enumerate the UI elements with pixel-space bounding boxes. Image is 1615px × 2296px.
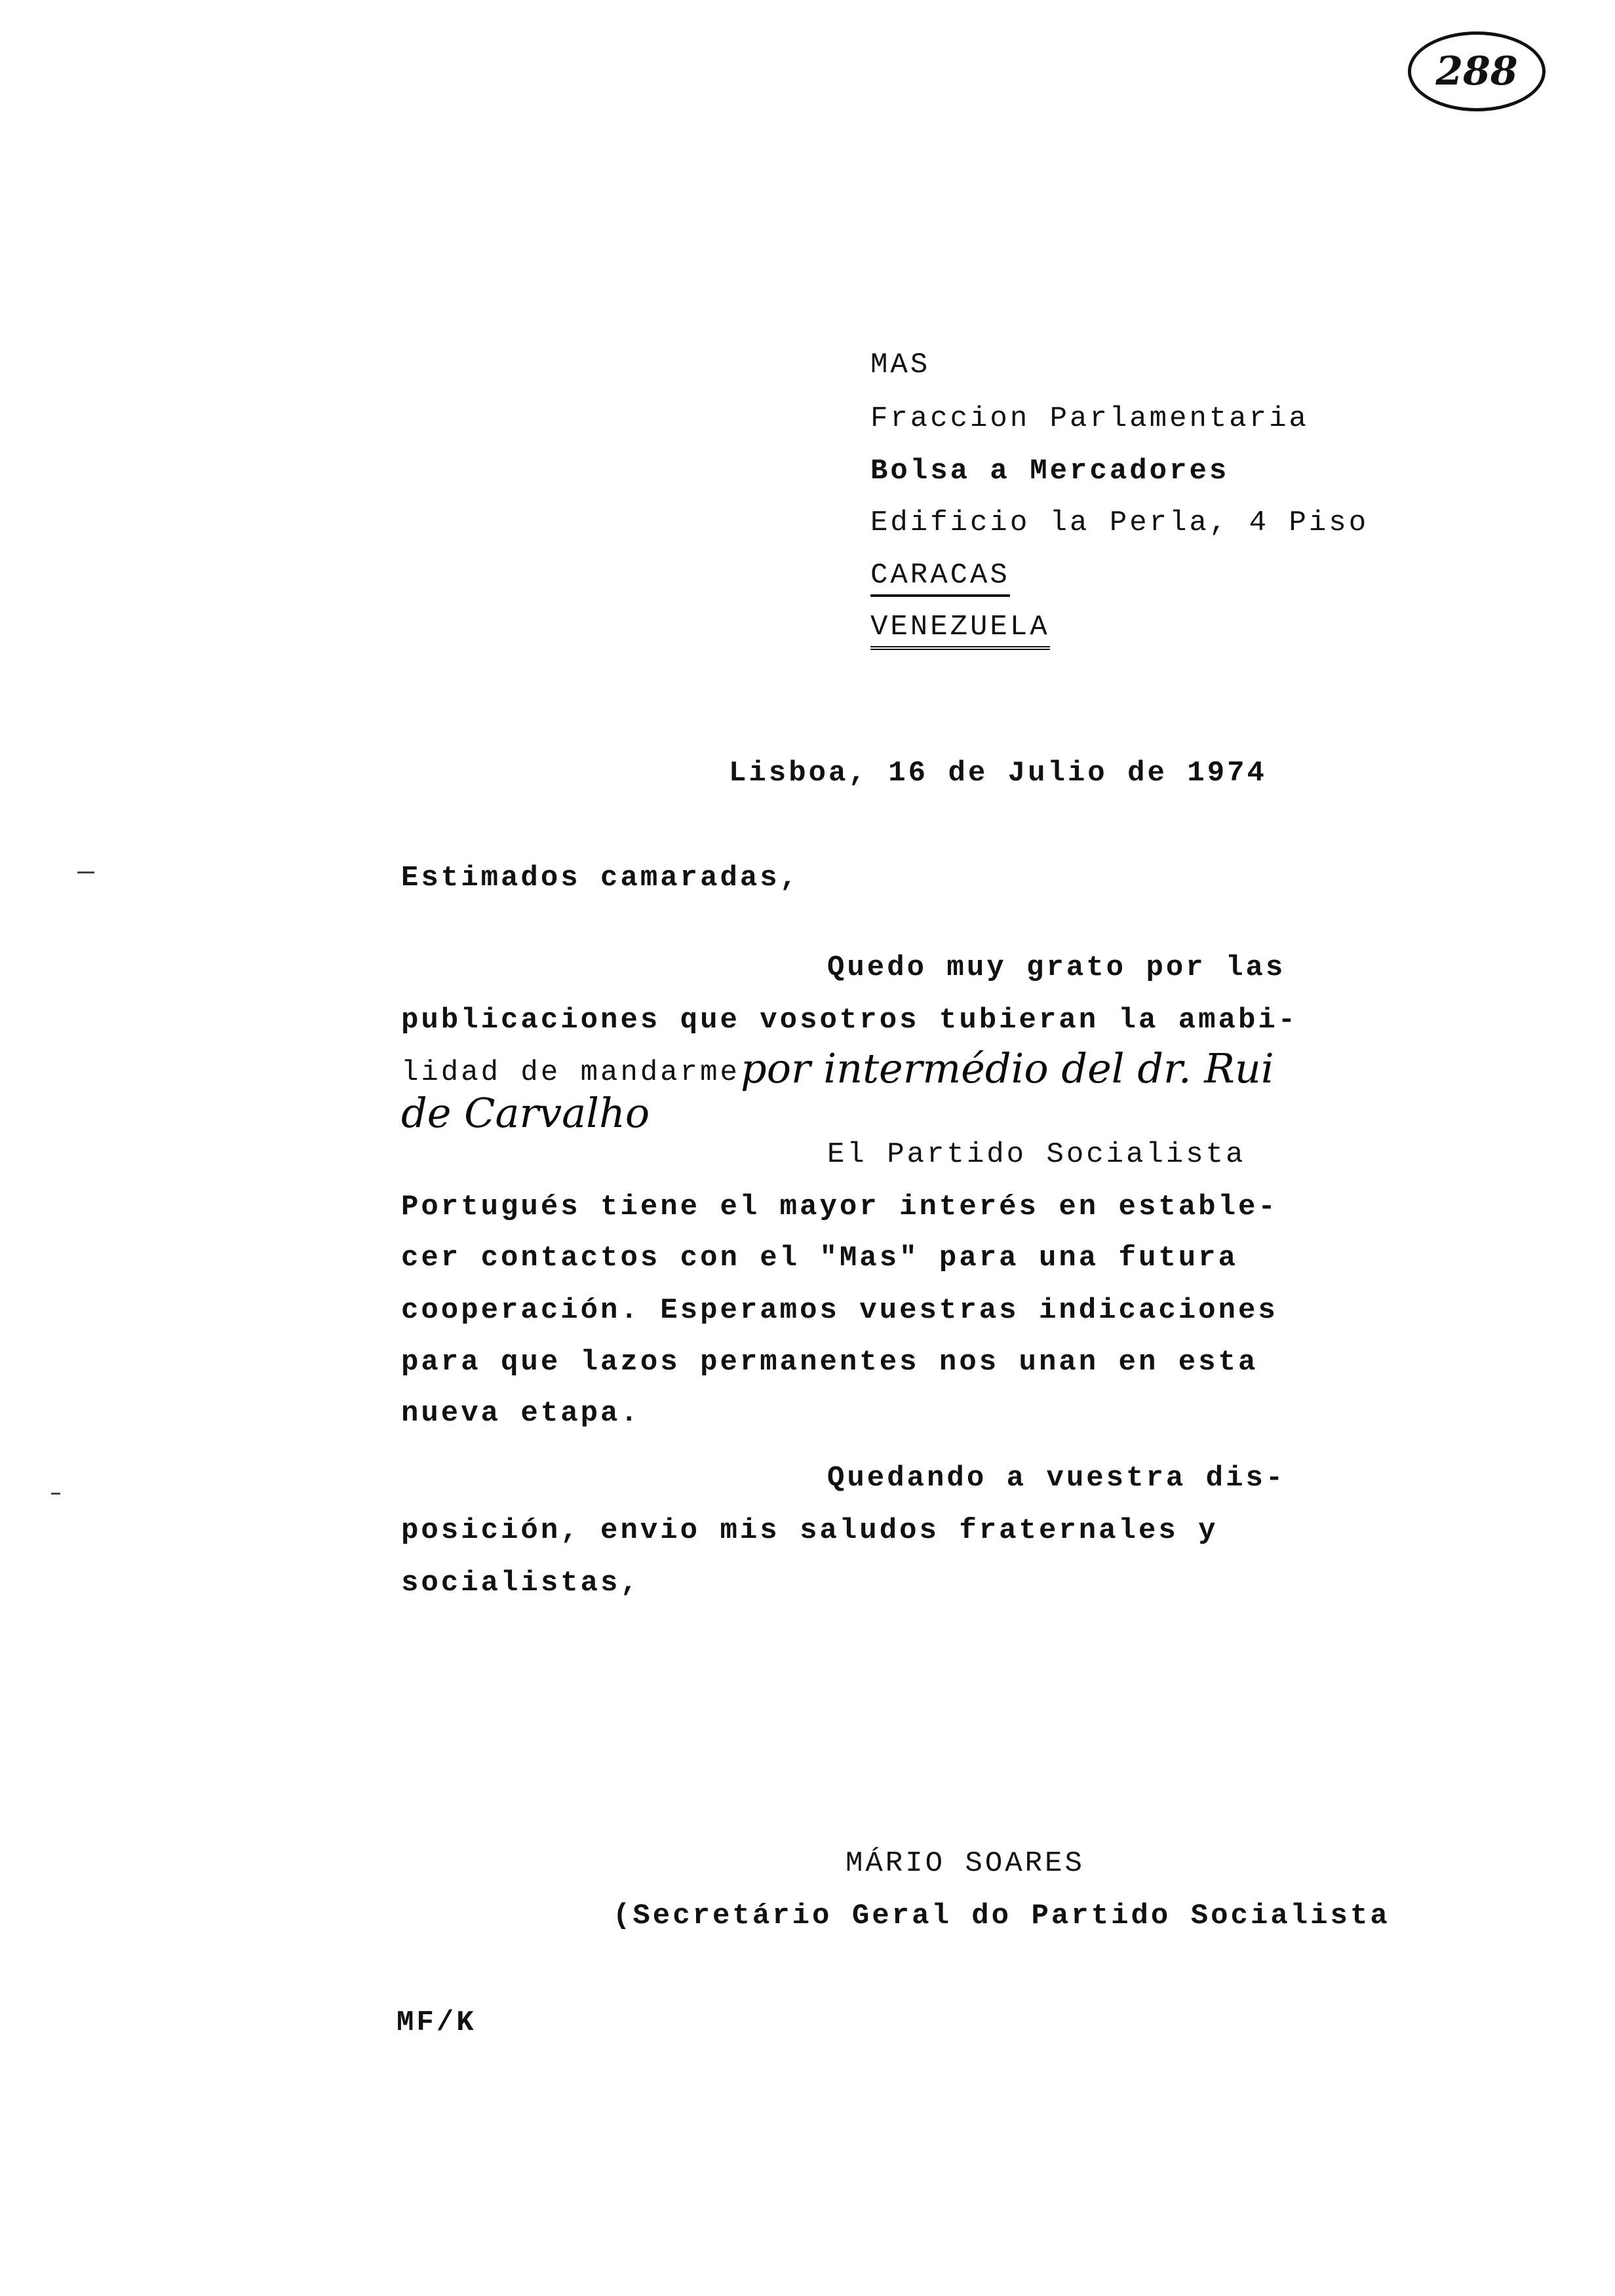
body-line: socialistas,: [401, 1567, 640, 1599]
handwritten-insert: por intermédio del dr. Rui: [741, 1044, 1274, 1092]
date-line: Lisboa, 16 de Julio de 1974: [729, 757, 1267, 790]
body-line: Quedando a vuestra dis-: [827, 1462, 1286, 1495]
body-line: cooperación. Esperamos vuestras indicaciones: [401, 1294, 1278, 1327]
page-number-stamp: 288: [1408, 31, 1546, 111]
margin-mark: [51, 1493, 60, 1495]
recipient-city: CARACAS: [870, 561, 1010, 590]
body-line: nueva etapa.: [401, 1397, 640, 1430]
reference-initials: MF/K: [397, 2006, 477, 2039]
body-line: lidad de mandarme: [401, 1056, 740, 1089]
recipient-country: VENEZUELA: [870, 613, 1050, 641]
body-line: publicaciones que vosotros tubieran la amabi-: [401, 1004, 1298, 1037]
body-line: cer contactos con el "Mas" para una futura: [401, 1242, 1238, 1274]
body-line: para que lazos permanentes nos unan en esta: [401, 1346, 1258, 1379]
body-line: Quedo muy grato por las: [827, 951, 1286, 984]
handwritten-insert: de Carvalho: [401, 1089, 650, 1137]
recipient-line: Fraccion Parlamentaria: [870, 402, 1309, 435]
body-line: Portugués tiene el mayor interés en estable-: [401, 1191, 1278, 1223]
recipient-line: Edificio la Perla, 4 Piso: [870, 507, 1369, 539]
salutation: Estimados camaradas,: [401, 862, 800, 894]
body-line: El Partido Socialista: [827, 1138, 1246, 1171]
recipient-line: MAS: [870, 349, 931, 381]
recipient-line: Bolsa a Mercadores: [870, 455, 1230, 488]
body-line: posición, envio mis saludos fraternales y: [401, 1514, 1218, 1547]
margin-mark: [77, 871, 94, 873]
signatory-title: (Secretário Geral do Partido Socialista: [613, 1900, 1390, 1932]
signatory-name: MÁRIO SOARES: [846, 1847, 1085, 1880]
